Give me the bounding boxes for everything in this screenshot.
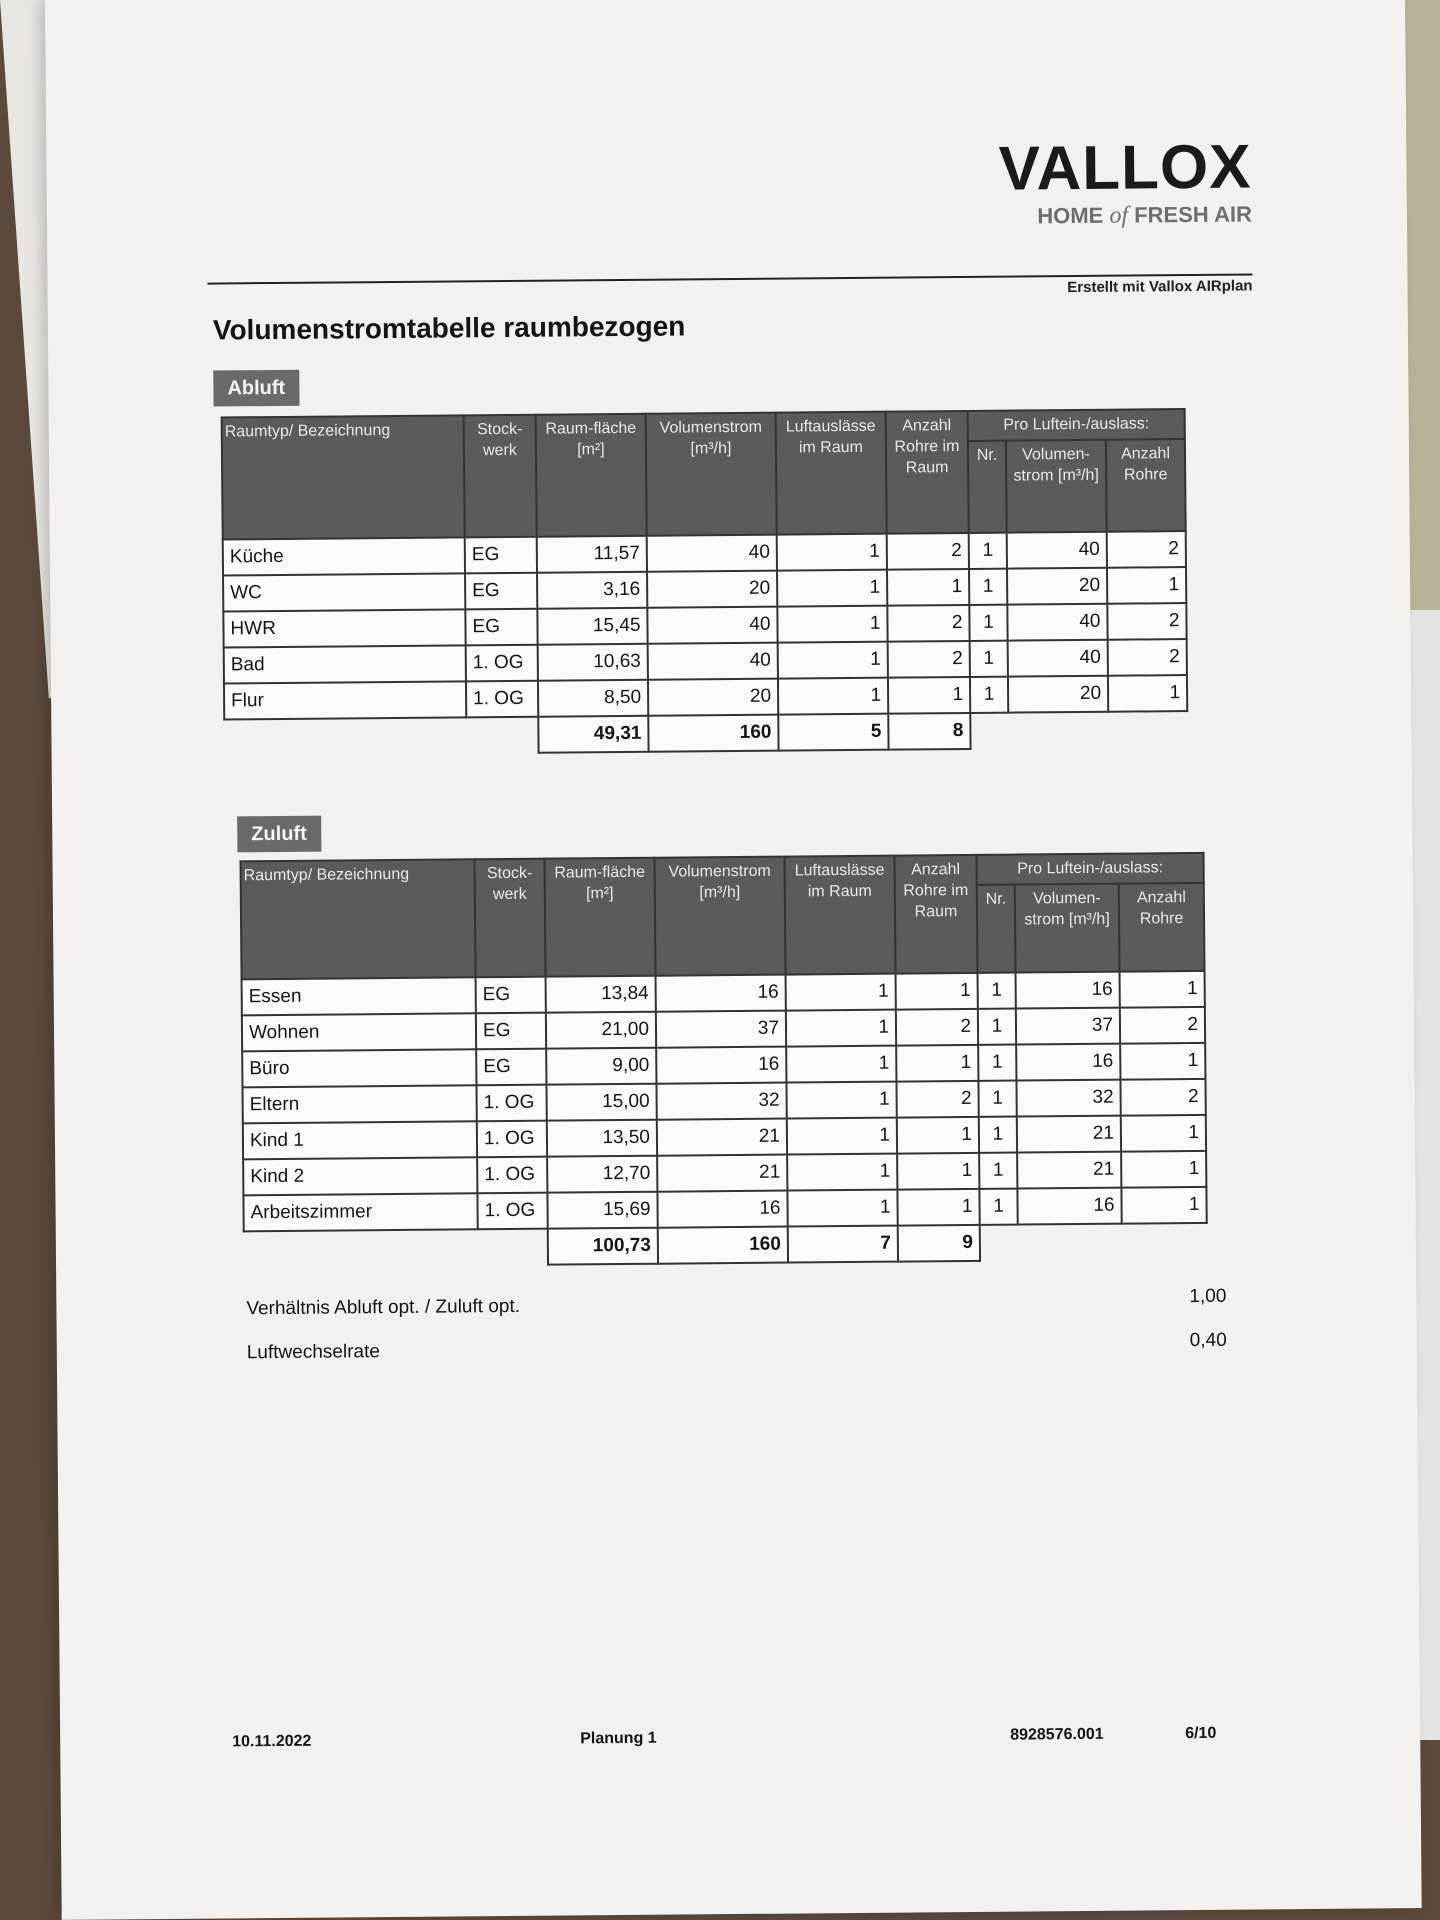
cell-pipes: 2 [896,1009,978,1046]
col-pro-volumenstrom: Volumen-strom [m³/h] [1015,884,1120,973]
cell-outlet-pipes: 1 [1121,1151,1206,1188]
cell-outlet-pipes: 2 [1120,1007,1205,1044]
cell-room-name: Küche [223,537,465,575]
col-pro-rohre: Anzahl Rohre [1119,883,1205,972]
total-spacer [980,1223,1207,1261]
col-stockwerk: Stock-werk [464,415,537,538]
col-flaeche: Raum-fläche [m²] [536,414,647,537]
cell-flow: 20 [648,679,778,716]
cell-outlet-nr: 1 [969,605,1007,641]
cell-area: 12,70 [547,1156,657,1193]
col-luftauslaesse: Luftauslässe im Raum [785,856,896,975]
cell-outlets: 1 [786,974,896,1011]
abluft-rows [223,531,1188,755]
total-row [224,711,1187,755]
zuluft-table [240,852,1209,1268]
cell-area: 3,16 [537,572,647,609]
col-volumenstrom: Volumenstrom [m³/h] [646,413,777,536]
cell-outlets: 1 [786,1082,896,1119]
cell-outlet-flow: 21 [1017,1152,1121,1189]
exchange-rate-label: Luftwechselrate [246,1341,380,1364]
cell-pipes: 1 [897,1189,979,1226]
cell-floor: EG [476,1049,546,1086]
cell-room-name: Bad [224,645,466,683]
cell-outlet-flow: 40 [1008,640,1108,677]
logo-brand: VALLOX [998,132,1252,204]
total-area: 100,73 [548,1228,658,1265]
col-raumtyp: Raumtyp/ Bezeichnung [222,415,465,539]
col-raumtyp: Raumtyp/ Bezeichnung [241,859,476,979]
cell-room-name: Flur [224,681,466,719]
total-pipes: 8 [888,713,970,750]
cell-outlet-nr: 1 [978,1081,1016,1117]
cell-outlet-flow: 21 [1017,1116,1121,1153]
cell-floor: EG [476,977,546,1014]
cell-floor: EG [465,537,537,574]
footer-plan: Planung 1 [580,1729,657,1748]
logo-tagline-post: FRESH AIR [1127,201,1253,228]
ratio-value: 1,00 [1189,1285,1227,1308]
cell-outlet-flow: 20 [1007,568,1107,605]
cell-floor: EG [465,609,537,646]
cell-area: 21,00 [546,1012,656,1049]
cell-outlet-nr: 1 [978,1009,1016,1045]
col-rohre: Anzahl Rohre im Raum [886,411,969,534]
footer-page-number: 6/10 [1185,1724,1217,1743]
cell-outlet-flow: 16 [1016,972,1120,1009]
cell-room-name: Büro [242,1049,476,1087]
total-outlets: 7 [788,1226,898,1263]
cell-pipes: 1 [897,1117,979,1154]
cell-floor: 1. OG [476,1085,546,1122]
cell-area: 15,45 [537,608,647,645]
cell-outlets: 1 [777,534,887,571]
footer-project-number: 8928576.001 [1010,1725,1104,1744]
cell-outlet-pipes: 2 [1120,1079,1205,1116]
cell-outlets: 1 [787,1118,897,1155]
cell-room-name: Arbeitszimmer [243,1193,477,1231]
cell-outlet-pipes: 1 [1108,675,1187,712]
cell-outlet-pipes: 2 [1107,603,1186,640]
total-spacer [224,717,538,756]
col-volumenstrom: Volumenstrom [m³/h] [655,857,786,976]
col-pro-group: Pro Luftein-/auslass: [976,853,1203,885]
col-stockwerk: Stock-werk [475,859,546,978]
abluft-label: Abluft [213,370,299,407]
cell-flow: 40 [648,643,778,680]
cell-outlet-flow: 20 [1008,676,1108,713]
total-spacer [244,1229,548,1268]
cell-floor: EG [465,573,537,610]
cell-outlet-nr: 1 [978,973,1016,1009]
cell-flow: 32 [656,1083,786,1120]
cell-outlet-pipes: 1 [1120,971,1205,1008]
cell-area: 13,84 [546,976,656,1013]
cell-pipes: 1 [896,1045,978,1082]
cell-outlet-pipes: 2 [1107,531,1186,568]
cell-outlets: 1 [777,570,887,607]
cell-area: 9,00 [546,1048,656,1085]
document-page [45,0,1422,1920]
cell-floor: 1. OG [466,645,538,682]
cell-outlet-nr: 1 [978,1045,1016,1081]
cell-pipes: 1 [896,973,978,1010]
total-area: 49,31 [538,716,648,753]
col-rohre: Anzahl Rohre im Raum [894,855,977,974]
cell-outlets: 1 [777,606,887,643]
cell-outlet-pipes: 1 [1107,567,1186,604]
cell-flow: 40 [647,607,777,644]
cell-area: 15,00 [546,1084,656,1121]
cell-floor: 1. OG [477,1121,547,1158]
vallox-logo [961,132,1253,231]
created-with: Erstellt mit Vallox AIRplan [1067,277,1253,297]
cell-area: 13,50 [547,1120,657,1157]
cell-flow: 40 [647,535,777,572]
logo-tagline [962,201,1252,231]
cell-room-name: Wohnen [242,1013,476,1051]
cell-flow: 21 [657,1119,787,1156]
cell-pipes: 2 [896,1081,978,1118]
col-pro-nr: Nr. [977,885,1016,973]
cell-outlet-flow: 16 [1016,1044,1120,1081]
cell-outlet-nr: 1 [979,1153,1017,1189]
cell-room-name: HWR [223,609,465,647]
ratio-label: Verhältnis Abluft opt. / Zuluft opt. [246,1295,521,1320]
total-row [244,1223,1207,1267]
cell-pipes: 1 [887,569,969,606]
cell-room-name: Kind 2 [243,1157,477,1195]
col-flaeche: Raum-fläche [m²] [545,858,656,977]
col-pro-group: Pro Luftein-/auslass: [968,409,1185,441]
cell-pipes: 2 [887,605,969,642]
footer-date: 10.11.2022 [232,1732,312,1751]
cell-outlet-flow: 40 [1007,604,1107,641]
cell-outlets: 1 [786,1046,896,1083]
cell-pipes: 1 [888,677,970,714]
cell-outlet-nr: 1 [969,533,1007,569]
cell-pipes: 1 [897,1153,979,1190]
col-pro-rohre: Anzahl Rohre [1106,439,1186,532]
cell-area: 10,63 [538,644,648,681]
cell-outlets: 1 [787,1154,897,1191]
total-spacer [970,711,1187,749]
cell-pipes: 2 [887,533,969,570]
exchange-rate-value: 0,40 [1189,1329,1227,1352]
logo-tagline-pre: HOME [1037,202,1110,229]
total-flow: 160 [648,715,778,752]
cell-area: 11,57 [537,536,647,573]
cell-floor: EG [476,1013,546,1050]
zuluft-rows [242,971,1208,1267]
cell-outlets: 1 [778,642,888,679]
cell-outlet-pipes: 1 [1121,1187,1206,1224]
total-pipes: 9 [898,1225,980,1262]
cell-flow: 20 [647,571,777,608]
cell-outlet-flow: 16 [1017,1188,1121,1225]
cell-outlet-pipes: 1 [1121,1115,1206,1152]
zuluft-label: Zuluft [237,816,321,853]
cell-outlets: 1 [778,678,888,715]
cell-floor: 1. OG [466,681,538,718]
cell-flow: 16 [656,1047,786,1084]
cell-flow: 21 [657,1155,787,1192]
cell-flow: 16 [657,1191,787,1228]
col-luftauslaesse: Luftauslässe im Raum [776,412,887,535]
cell-room-name: Essen [242,977,476,1015]
cell-room-name: Eltern [242,1085,476,1123]
cell-outlets: 1 [786,1010,896,1047]
cell-flow: 37 [656,1011,786,1048]
cell-outlet-nr: 1 [970,677,1008,713]
cell-outlets: 1 [787,1190,897,1227]
logo-tagline-of: of [1109,202,1129,229]
cell-area: 8,50 [538,680,648,717]
cell-pipes: 2 [888,641,970,678]
cell-room-name: Kind 1 [243,1121,477,1159]
cell-outlet-pipes: 2 [1108,639,1187,676]
cell-outlet-nr: 1 [970,641,1008,677]
total-outlets: 5 [778,714,888,751]
cell-area: 15,69 [547,1192,657,1229]
cell-outlet-nr: 1 [979,1189,1017,1225]
cell-outlet-flow: 37 [1016,1008,1120,1045]
page-title: Volumenstromtabelle raumbezogen [212,310,686,346]
total-flow: 160 [658,1227,788,1264]
cell-floor: 1. OG [477,1193,547,1230]
cell-outlet-nr: 1 [979,1117,1017,1153]
col-pro-nr: Nr. [968,441,1007,533]
abluft-table [221,408,1189,756]
cell-flow: 16 [656,975,786,1012]
cell-outlet-flow: 40 [1007,532,1107,569]
col-pro-volumenstrom: Volumen-strom [m³/h] [1006,440,1107,533]
cell-floor: 1. OG [477,1157,547,1194]
cell-room-name: WC [223,573,465,611]
cell-outlet-pipes: 1 [1120,1043,1205,1080]
cell-outlet-nr: 1 [969,569,1007,605]
cell-outlet-flow: 32 [1016,1080,1120,1117]
